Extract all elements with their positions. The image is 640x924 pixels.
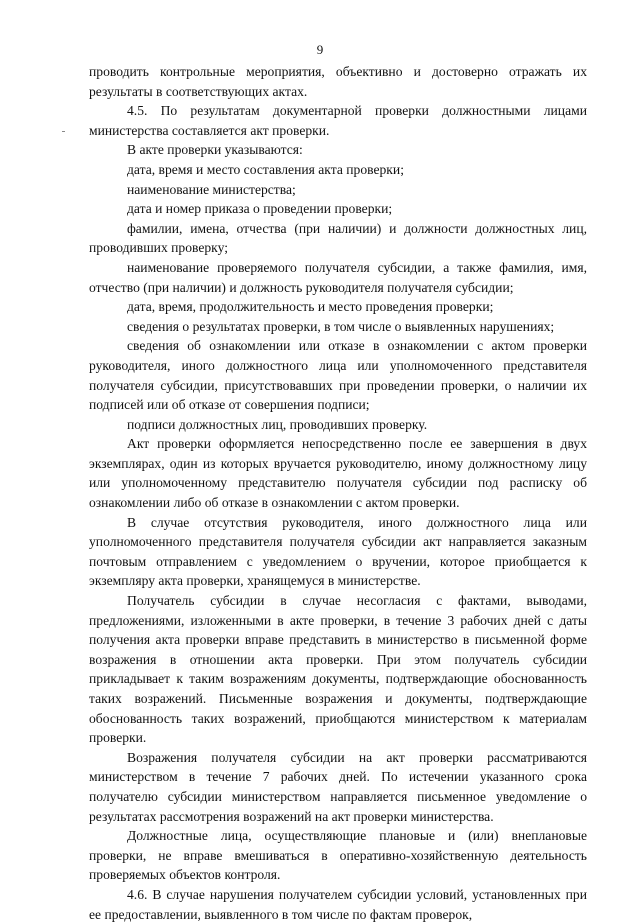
list-item: наименование проверяемого получателя субсидии, а также фамилия, имя, отчество (при наличии) и должность руководителя получателя субсидии; [89,259,587,295]
paragraph: Возражения получателя субсидии на акт проверки рассматриваются министерством в течение 7 рабочих дней. По истечении указанного срока получателю субсидии министерством направляется письменное уведомление о результатах рассмотрения возражений на акт проверки министерства. [89,749,587,824]
list-item: наименование министерства; [127,181,296,197]
list-item: дата, время и место составления акта проверки; [127,161,404,177]
document-body [89,62,587,924]
paragraph: проводить контрольные мероприятия, объективно и достоверно отражать их результаты в соответствующих актах. [89,64,587,99]
paragraph: В акте проверки указываются: [127,142,303,158]
paragraph: Получатель субсидии в случае несогласия с фактами, выводами, предложениями, изложенными в акте проверки, в течение 3 рабочих дней с даты получения акта проверки вправе представить в министерство в письменной форме возражения в отношении акта проверки. При этом получатель субсидии прикладывает к таким возражениям документы, подтверждающие обоснованность таких возражений. Письменные возражения и документы, подтверждающие обоснованность таких возражений, приобщаются министерством к материалам проверки. [89,593,587,746]
paragraph: В случае отсутствия руководителя, иного должностного лица или уполномоченного представителя получателя субсидии акт направляется заказным почтовым отправлением с уведомлением о вручении, которое приобщается к экземпляру акта проверки, хранящемуся в министерстве. [89,514,587,589]
paragraph: Должностные лица, осуществляющие плановые и (или) внеплановые проверки, не вправе вмешиваться в оперативно-хозяйственную деятельность проверяемых объектов контроля. [89,828,587,883]
list-item: подписи должностных лиц, проводивших проверку. [127,416,428,432]
paragraph: 4.6. В случае нарушения получателем субсидии условий, установленных при ее предоставлении, выявленного в том числе по фактам проверок, [89,886,587,922]
margin-mark [62,131,65,132]
list-item: сведения о результатах проверки, в том числе о выявленных нарушениях; [127,318,555,334]
list-item: дата и номер приказа о проведении проверки; [127,201,393,217]
page-number: 9 [316,42,324,57]
list-item: фамилии, имена, отчества (при наличии) и должности должностных лиц, проводивших проверку; [89,220,587,256]
list-item: дата, время, продолжительность и место проведения проверки; [127,299,494,315]
paragraph: Акт проверки оформляется непосредственно после ее завершения в двух экземплярах, один из которых вручается руководителю, иному должностному лицу или уполномоченному представителю получателя субсидии под расписку об ознакомлении либо об отказе в ознакомлении с актом проверки. [89,436,587,511]
list-item: сведения об ознакомлении или отказе в ознакомлении с актом проверки руководителя, иного должностного лица или уполномоченного представителя получателя субсидии, присутствовавших при проведении проверки, о наличии их подписей или об отказе от совершения подписи; [89,338,587,413]
paragraph: 4.5. По результатам документарной проверки должностными лицами министерства составляется акт проверки. [89,103,587,138]
